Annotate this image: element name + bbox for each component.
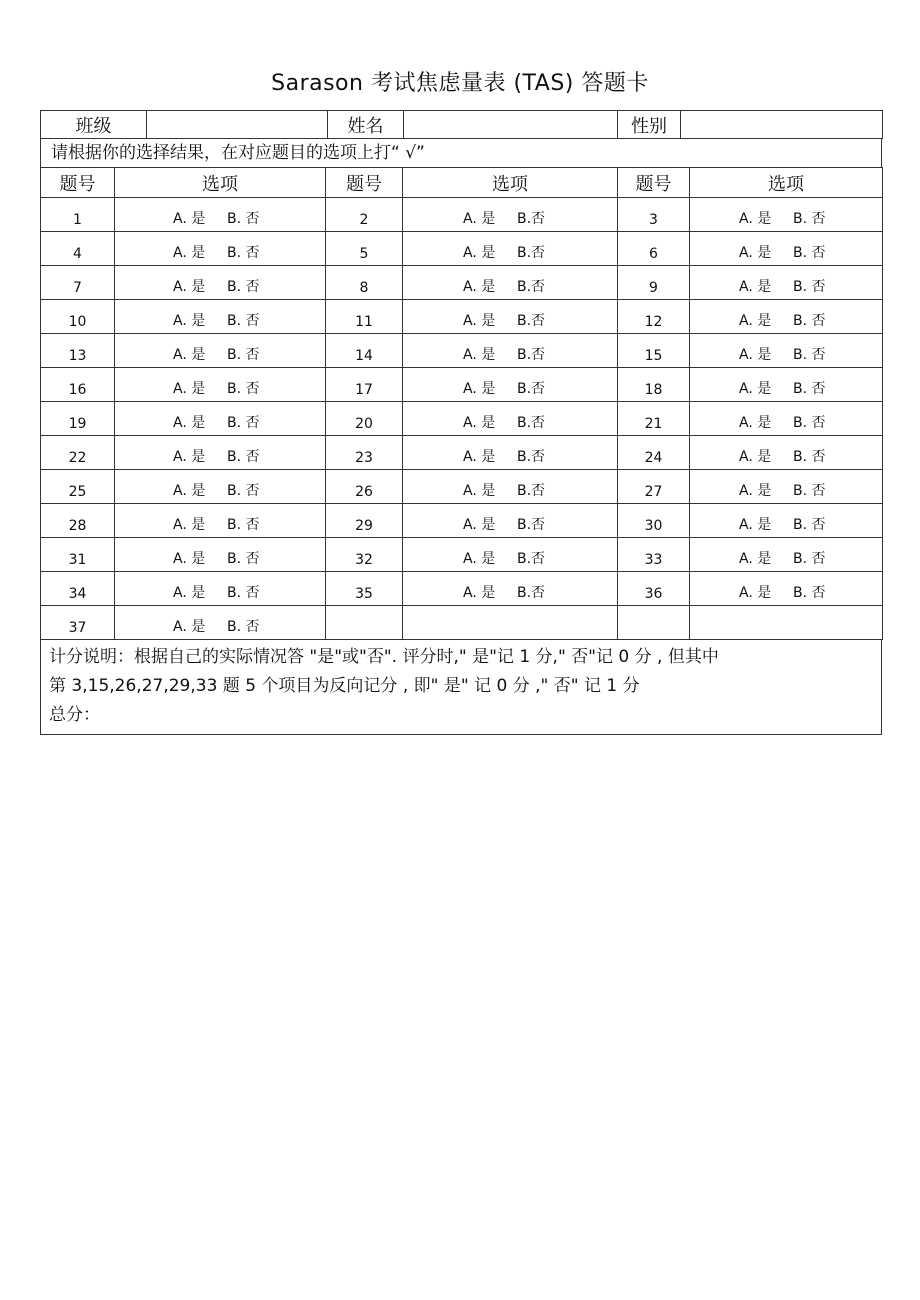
- option-yes[interactable]: A. 是: [173, 313, 206, 329]
- option-yes[interactable]: A. 是: [739, 585, 772, 601]
- option-no[interactable]: B. 否: [227, 347, 260, 363]
- question-options: [115, 606, 326, 640]
- option-no[interactable]: B.否: [517, 551, 546, 567]
- name-label: 姓名: [328, 111, 404, 139]
- option-no[interactable]: B. 否: [793, 245, 826, 261]
- question-options: [403, 334, 618, 368]
- question-number: 33: [618, 538, 690, 572]
- question-options: [115, 436, 326, 470]
- gender-label: 性别: [618, 111, 681, 139]
- table-row: [41, 198, 883, 232]
- header-number: 题号: [618, 168, 690, 198]
- question-number: 11: [326, 300, 403, 334]
- option-no[interactable]: B.否: [517, 449, 546, 465]
- option-yes[interactable]: A. 是: [463, 313, 496, 329]
- question-options: [115, 538, 326, 572]
- option-yes[interactable]: A. 是: [173, 415, 206, 431]
- question-options: [690, 470, 883, 504]
- answer-table: [40, 167, 883, 640]
- option-group: [173, 279, 267, 295]
- header-options: 选项: [690, 168, 883, 198]
- question-number: 17: [326, 368, 403, 402]
- option-group: [463, 517, 557, 533]
- option-group: [463, 279, 557, 295]
- option-group: [739, 585, 833, 601]
- option-no[interactable]: B.否: [517, 381, 546, 397]
- option-group: [463, 415, 557, 431]
- option-no[interactable]: B. 否: [227, 279, 260, 295]
- option-group: [173, 619, 267, 635]
- question-number: 34: [41, 572, 115, 606]
- answer-sheet: [40, 110, 882, 735]
- answer-body: [41, 198, 883, 640]
- question-options: [403, 300, 618, 334]
- question-number: 27: [618, 470, 690, 504]
- option-yes[interactable]: A. 是: [173, 517, 206, 533]
- option-no[interactable]: B. 否: [793, 551, 826, 567]
- option-no[interactable]: B. 否: [793, 415, 826, 431]
- question-options: [115, 300, 326, 334]
- option-yes[interactable]: A. 是: [173, 347, 206, 363]
- option-group: [173, 449, 267, 465]
- option-yes[interactable]: A. 是: [173, 585, 206, 601]
- option-yes[interactable]: A. 是: [739, 483, 772, 499]
- scoring-note-line: 计分说明：根据自己的实际情况答 "是"或"否". 评分时," 是"记 1 分," 否"记 0 分 , 但其中: [49, 647, 719, 667]
- question-options: [690, 368, 883, 402]
- question-number: 19: [41, 402, 115, 436]
- option-group: [739, 551, 833, 567]
- question-options: [403, 198, 618, 232]
- option-group: [739, 517, 833, 533]
- option-yes[interactable]: A. 是: [739, 245, 772, 261]
- option-yes[interactable]: A. 是: [739, 279, 772, 295]
- question-number: 31: [41, 538, 115, 572]
- option-no[interactable]: B. 否: [227, 245, 260, 261]
- option-no[interactable]: B. 否: [227, 619, 260, 635]
- question-number: 2: [326, 198, 403, 232]
- option-group: [173, 245, 267, 261]
- table-row: [41, 334, 883, 368]
- option-no[interactable]: B. 否: [227, 381, 260, 397]
- question-options: [690, 266, 883, 300]
- option-no[interactable]: B. 否: [227, 483, 260, 499]
- question-options: [115, 334, 326, 368]
- option-group: [739, 483, 833, 499]
- question-options: [690, 334, 883, 368]
- question-number: 26: [326, 470, 403, 504]
- scoring-note-line: 第 3,15,26,27,29,33 题 5 个项目为反向记分 , 即" 是" 记 0 分 ," 否" 记 1 分: [49, 676, 640, 696]
- question-options: [403, 402, 618, 436]
- question-options: [690, 436, 883, 470]
- table-row: [41, 504, 883, 538]
- student-info-table: [40, 110, 883, 139]
- table-row: [41, 470, 883, 504]
- option-yes[interactable]: A. 是: [739, 551, 772, 567]
- question-number: 10: [41, 300, 115, 334]
- option-yes[interactable]: A. 是: [739, 517, 772, 533]
- question-options: [115, 266, 326, 300]
- empty-cell: [326, 606, 403, 640]
- question-options: [690, 198, 883, 232]
- option-yes[interactable]: A. 是: [463, 347, 496, 363]
- question-number: 25: [41, 470, 115, 504]
- option-no[interactable]: B.否: [517, 211, 546, 227]
- option-no[interactable]: B.否: [517, 585, 546, 601]
- option-yes[interactable]: A. 是: [173, 279, 206, 295]
- header-options: 选项: [403, 168, 618, 198]
- option-no[interactable]: B.否: [517, 313, 546, 329]
- question-options: [115, 572, 326, 606]
- question-number: 8: [326, 266, 403, 300]
- table-row: [41, 368, 883, 402]
- answer-header-row: [41, 168, 883, 198]
- total-score-label: 总分：: [49, 705, 100, 725]
- question-number: 6: [618, 232, 690, 266]
- question-options: [690, 300, 883, 334]
- table-row: [41, 402, 883, 436]
- option-no[interactable]: B. 否: [793, 347, 826, 363]
- option-no[interactable]: B. 否: [793, 381, 826, 397]
- question-number: 1: [41, 198, 115, 232]
- question-number: 9: [618, 266, 690, 300]
- option-group: [739, 381, 833, 397]
- option-group: [739, 347, 833, 363]
- option-group: [463, 585, 557, 601]
- option-group: [739, 449, 833, 465]
- question-options: [115, 470, 326, 504]
- option-group: [463, 347, 557, 363]
- question-number: 20: [326, 402, 403, 436]
- scoring-notes: [40, 640, 882, 735]
- option-no[interactable]: B. 否: [793, 585, 826, 601]
- question-number: 12: [618, 300, 690, 334]
- option-no[interactable]: B. 否: [793, 279, 826, 295]
- option-no[interactable]: B. 否: [227, 415, 260, 431]
- option-group: [463, 381, 557, 397]
- question-number: 30: [618, 504, 690, 538]
- option-no[interactable]: B. 否: [793, 517, 826, 533]
- question-options: [403, 504, 618, 538]
- question-options: [115, 232, 326, 266]
- question-number: 5: [326, 232, 403, 266]
- question-number: 13: [41, 334, 115, 368]
- option-no[interactable]: B.否: [517, 517, 546, 533]
- option-group: [739, 415, 833, 431]
- question-options: [690, 402, 883, 436]
- question-number: 23: [326, 436, 403, 470]
- question-options: [115, 402, 326, 436]
- option-yes[interactable]: A. 是: [739, 313, 772, 329]
- question-number: 22: [41, 436, 115, 470]
- option-group: [739, 279, 833, 295]
- question-number: 35: [326, 572, 403, 606]
- question-options: [690, 504, 883, 538]
- instruction-text: 请根据你的选择结果，在对应题目的选项上打“ √”: [40, 139, 882, 167]
- option-no[interactable]: B.否: [517, 245, 546, 261]
- question-options: [403, 436, 618, 470]
- table-row: [41, 300, 883, 334]
- empty-cell: [403, 606, 618, 640]
- question-number: 7: [41, 266, 115, 300]
- question-number: 36: [618, 572, 690, 606]
- option-yes[interactable]: A. 是: [173, 619, 206, 635]
- option-no[interactable]: B.否: [517, 415, 546, 431]
- option-yes[interactable]: A. 是: [463, 449, 496, 465]
- question-number: 24: [618, 436, 690, 470]
- question-number: 28: [41, 504, 115, 538]
- option-no[interactable]: B. 否: [227, 517, 260, 533]
- question-number: 37: [41, 606, 115, 640]
- option-group: [173, 517, 267, 533]
- option-no[interactable]: B. 否: [227, 551, 260, 567]
- option-group: [173, 381, 267, 397]
- table-row: [41, 538, 883, 572]
- option-group: [173, 313, 267, 329]
- option-yes[interactable]: A. 是: [173, 449, 206, 465]
- option-no[interactable]: B. 否: [793, 211, 826, 227]
- option-group: [739, 211, 833, 227]
- gender-field[interactable]: [681, 111, 883, 139]
- option-group: [173, 211, 267, 227]
- table-row: [41, 232, 883, 266]
- page-title: Sarason 考试焦虑量表 (TAS) 答题卡: [271, 71, 649, 96]
- question-number: 3: [618, 198, 690, 232]
- option-yes[interactable]: A. 是: [173, 551, 206, 567]
- option-yes[interactable]: A. 是: [463, 245, 496, 261]
- name-field[interactable]: [404, 111, 618, 139]
- option-yes[interactable]: A. 是: [173, 245, 206, 261]
- option-no[interactable]: B. 否: [227, 313, 260, 329]
- option-yes[interactable]: A. 是: [463, 381, 496, 397]
- option-group: [173, 483, 267, 499]
- option-no[interactable]: B. 否: [227, 585, 260, 601]
- table-row: [41, 606, 883, 640]
- option-group: [173, 347, 267, 363]
- header-number: 题号: [326, 168, 403, 198]
- option-yes[interactable]: A. 是: [739, 449, 772, 465]
- option-yes[interactable]: A. 是: [463, 279, 496, 295]
- class-label: 班级: [41, 111, 147, 139]
- option-yes[interactable]: A. 是: [463, 517, 496, 533]
- option-yes[interactable]: A. 是: [739, 381, 772, 397]
- question-number: 32: [326, 538, 403, 572]
- empty-cell: [690, 606, 883, 640]
- question-options: [403, 538, 618, 572]
- question-options: [115, 198, 326, 232]
- option-yes[interactable]: A. 是: [739, 211, 772, 227]
- option-no[interactable]: B. 否: [793, 313, 826, 329]
- option-group: [173, 585, 267, 601]
- question-options: [403, 368, 618, 402]
- question-number: 14: [326, 334, 403, 368]
- question-number: 15: [618, 334, 690, 368]
- option-group: [463, 483, 557, 499]
- option-yes[interactable]: A. 是: [463, 585, 496, 601]
- option-yes[interactable]: A. 是: [173, 483, 206, 499]
- option-yes[interactable]: A. 是: [739, 415, 772, 431]
- question-options: [403, 232, 618, 266]
- option-yes[interactable]: A. 是: [173, 211, 206, 227]
- question-options: [115, 504, 326, 538]
- question-options: [115, 368, 326, 402]
- empty-cell: [618, 606, 690, 640]
- option-no[interactable]: B.否: [517, 347, 546, 363]
- option-group: [173, 415, 267, 431]
- option-group: [173, 551, 267, 567]
- question-options: [690, 572, 883, 606]
- question-options: [403, 266, 618, 300]
- option-group: [463, 245, 557, 261]
- question-options: [403, 470, 618, 504]
- option-no[interactable]: B. 否: [227, 211, 260, 227]
- option-yes[interactable]: A. 是: [463, 551, 496, 567]
- option-yes[interactable]: A. 是: [463, 483, 496, 499]
- option-yes[interactable]: A. 是: [173, 381, 206, 397]
- question-number: 21: [618, 402, 690, 436]
- question-number: 29: [326, 504, 403, 538]
- table-row: [41, 266, 883, 300]
- option-group: [463, 211, 557, 227]
- option-no[interactable]: B.否: [517, 279, 546, 295]
- class-field[interactable]: [147, 111, 328, 139]
- question-number: 18: [618, 368, 690, 402]
- option-yes[interactable]: A. 是: [739, 347, 772, 363]
- header-number: 题号: [41, 168, 115, 198]
- question-number: 4: [41, 232, 115, 266]
- table-row: [41, 572, 883, 606]
- option-no[interactable]: B. 否: [227, 449, 260, 465]
- question-options: [690, 232, 883, 266]
- table-row: [41, 436, 883, 470]
- option-group: [463, 313, 557, 329]
- option-group: [739, 313, 833, 329]
- option-no[interactable]: B. 否: [793, 483, 826, 499]
- question-options: [690, 538, 883, 572]
- option-no[interactable]: B.否: [517, 483, 546, 499]
- option-group: [739, 245, 833, 261]
- header-options: 选项: [115, 168, 326, 198]
- option-yes[interactable]: A. 是: [463, 415, 496, 431]
- option-yes[interactable]: A. 是: [463, 211, 496, 227]
- option-group: [463, 551, 557, 567]
- question-options: [403, 572, 618, 606]
- question-number: 16: [41, 368, 115, 402]
- option-group: [463, 449, 557, 465]
- option-no[interactable]: B. 否: [793, 449, 826, 465]
